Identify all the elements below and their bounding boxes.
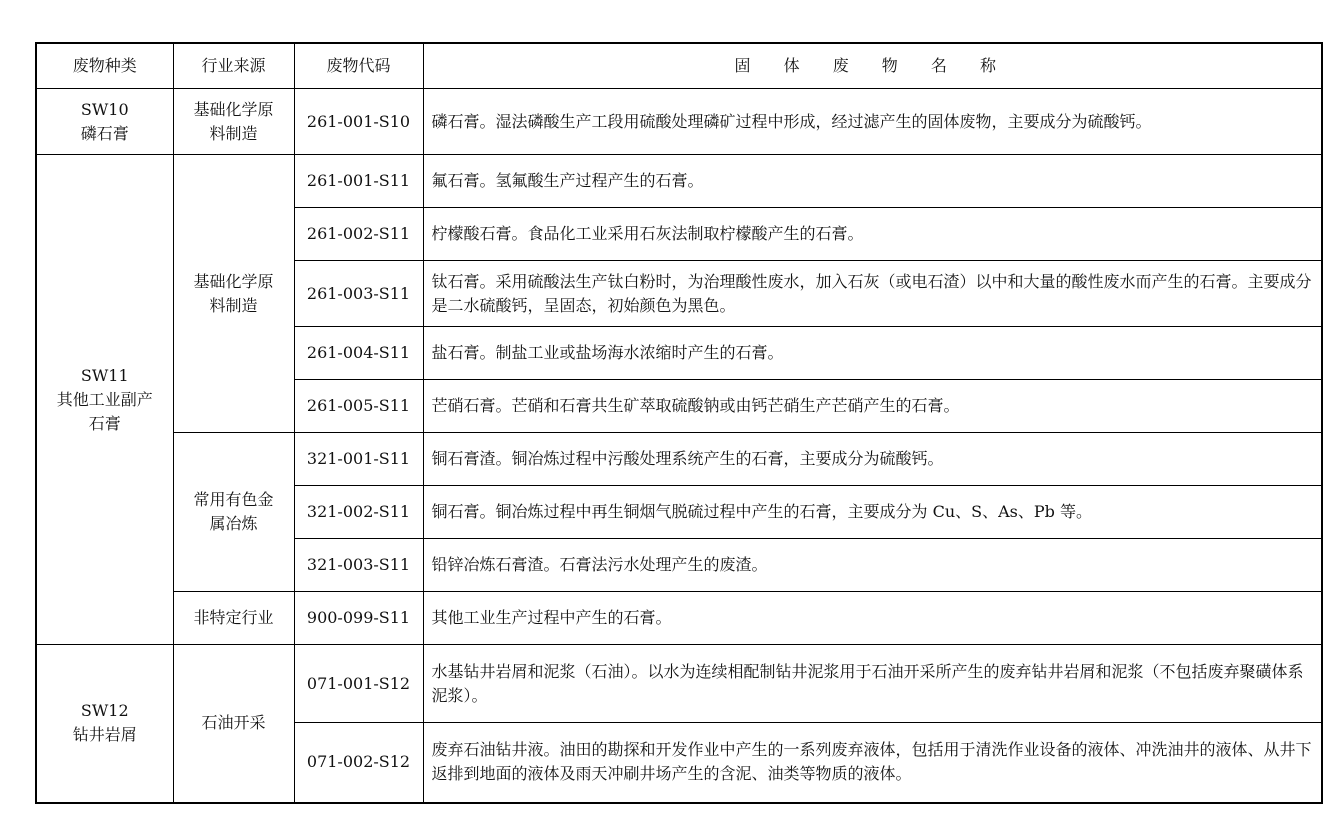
code-cell: 321-003-S11 — [294, 539, 423, 592]
code-cell: 261-005-S11 — [294, 380, 423, 433]
desc-cell: 其他工业生产过程中产生的石膏。 — [423, 592, 1322, 645]
code-cell: 261-001-S10 — [294, 89, 423, 155]
source-cell: 基础化学原 料制造 — [173, 155, 294, 433]
table-row — [36, 155, 1322, 208]
desc-cell: 铜石膏。铜冶炼过程中再生铜烟气脱硫过程中产生的石膏，主要成分为 Cu、S、As、Pb 等。 — [423, 486, 1322, 539]
code-cell: 900-099-S11 — [294, 592, 423, 645]
code-cell: 261-002-S11 — [294, 208, 423, 261]
desc-cell: 盐石膏。制盐工业或盐场海水浓缩时产生的石膏。 — [423, 327, 1322, 380]
header-code: 废物代码 — [294, 43, 423, 89]
desc-cell: 铜石膏渣。铜冶炼过程中污酸处理系统产生的石膏，主要成分为硫酸钙。 — [423, 433, 1322, 486]
source-cell: 石油开采 — [173, 645, 294, 803]
table-body — [36, 89, 1322, 803]
desc-cell: 水基钻井岩屑和泥浆（石油）。以水为连续相配制钻井泥浆用于石油开采所产生的废弃钻井岩屑和泥浆（不包括废弃聚磺体系泥浆）。 — [423, 645, 1322, 723]
desc-cell: 废弃石油钻井液。油田的勘探和开发作业中产生的一系列废弃液体，包括用于清洗作业设备的液体、冲洗油井的液体、从井下返排到地面的液体及雨天冲刷井场产生的含泥、油类等物质的液体。 — [423, 723, 1322, 803]
desc-cell: 铅锌冶炼石膏渣。石膏法污水处理产生的废渣。 — [423, 539, 1322, 592]
category-cell: SW11 其他工业副产 石膏 — [36, 155, 173, 645]
header-category: 废物种类 — [36, 43, 173, 89]
source-cell: 基础化学原 料制造 — [173, 89, 294, 155]
desc-cell: 芒硝石膏。芒硝和石膏共生矿萃取硫酸钠或由钙芒硝生产芒硝产生的石膏。 — [423, 380, 1322, 433]
desc-cell: 柠檬酸石膏。食品化工业采用石灰法制取柠檬酸产生的石膏。 — [423, 208, 1322, 261]
source-cell: 非特定行业 — [173, 592, 294, 645]
source-cell: 常用有色金 属冶炼 — [173, 433, 294, 592]
desc-cell: 磷石膏。湿法磷酸生产工段用硫酸处理磷矿过程中形成，经过滤产生的固体废物，主要成分为硫酸钙。 — [423, 89, 1322, 155]
code-cell: 261-001-S11 — [294, 155, 423, 208]
header-source: 行业来源 — [173, 43, 294, 89]
table-row — [36, 433, 1322, 486]
desc-cell: 钛石膏。采用硫酸法生产钛白粉时，为治理酸性废水，加入石灰（或电石渣）以中和大量的酸性废水而产生的石膏。主要成分是二水硫酸钙，呈固态，初始颜色为黑色。 — [423, 261, 1322, 327]
table-row — [36, 89, 1322, 155]
header-row — [36, 43, 1322, 89]
header-name: 固 体 废 物 名 称 — [423, 43, 1322, 89]
code-cell: 261-003-S11 — [294, 261, 423, 327]
waste-table — [35, 42, 1323, 804]
table-row — [36, 592, 1322, 645]
code-cell: 071-001-S12 — [294, 645, 423, 723]
code-cell: 321-002-S11 — [294, 486, 423, 539]
desc-cell: 氟石膏。氢氟酸生产过程产生的石膏。 — [423, 155, 1322, 208]
category-cell: SW12 钻井岩屑 — [36, 645, 173, 803]
table-row — [36, 645, 1322, 723]
category-cell: SW10 磷石膏 — [36, 89, 173, 155]
code-cell: 071-002-S12 — [294, 723, 423, 803]
code-cell: 261-004-S11 — [294, 327, 423, 380]
code-cell: 321-001-S11 — [294, 433, 423, 486]
